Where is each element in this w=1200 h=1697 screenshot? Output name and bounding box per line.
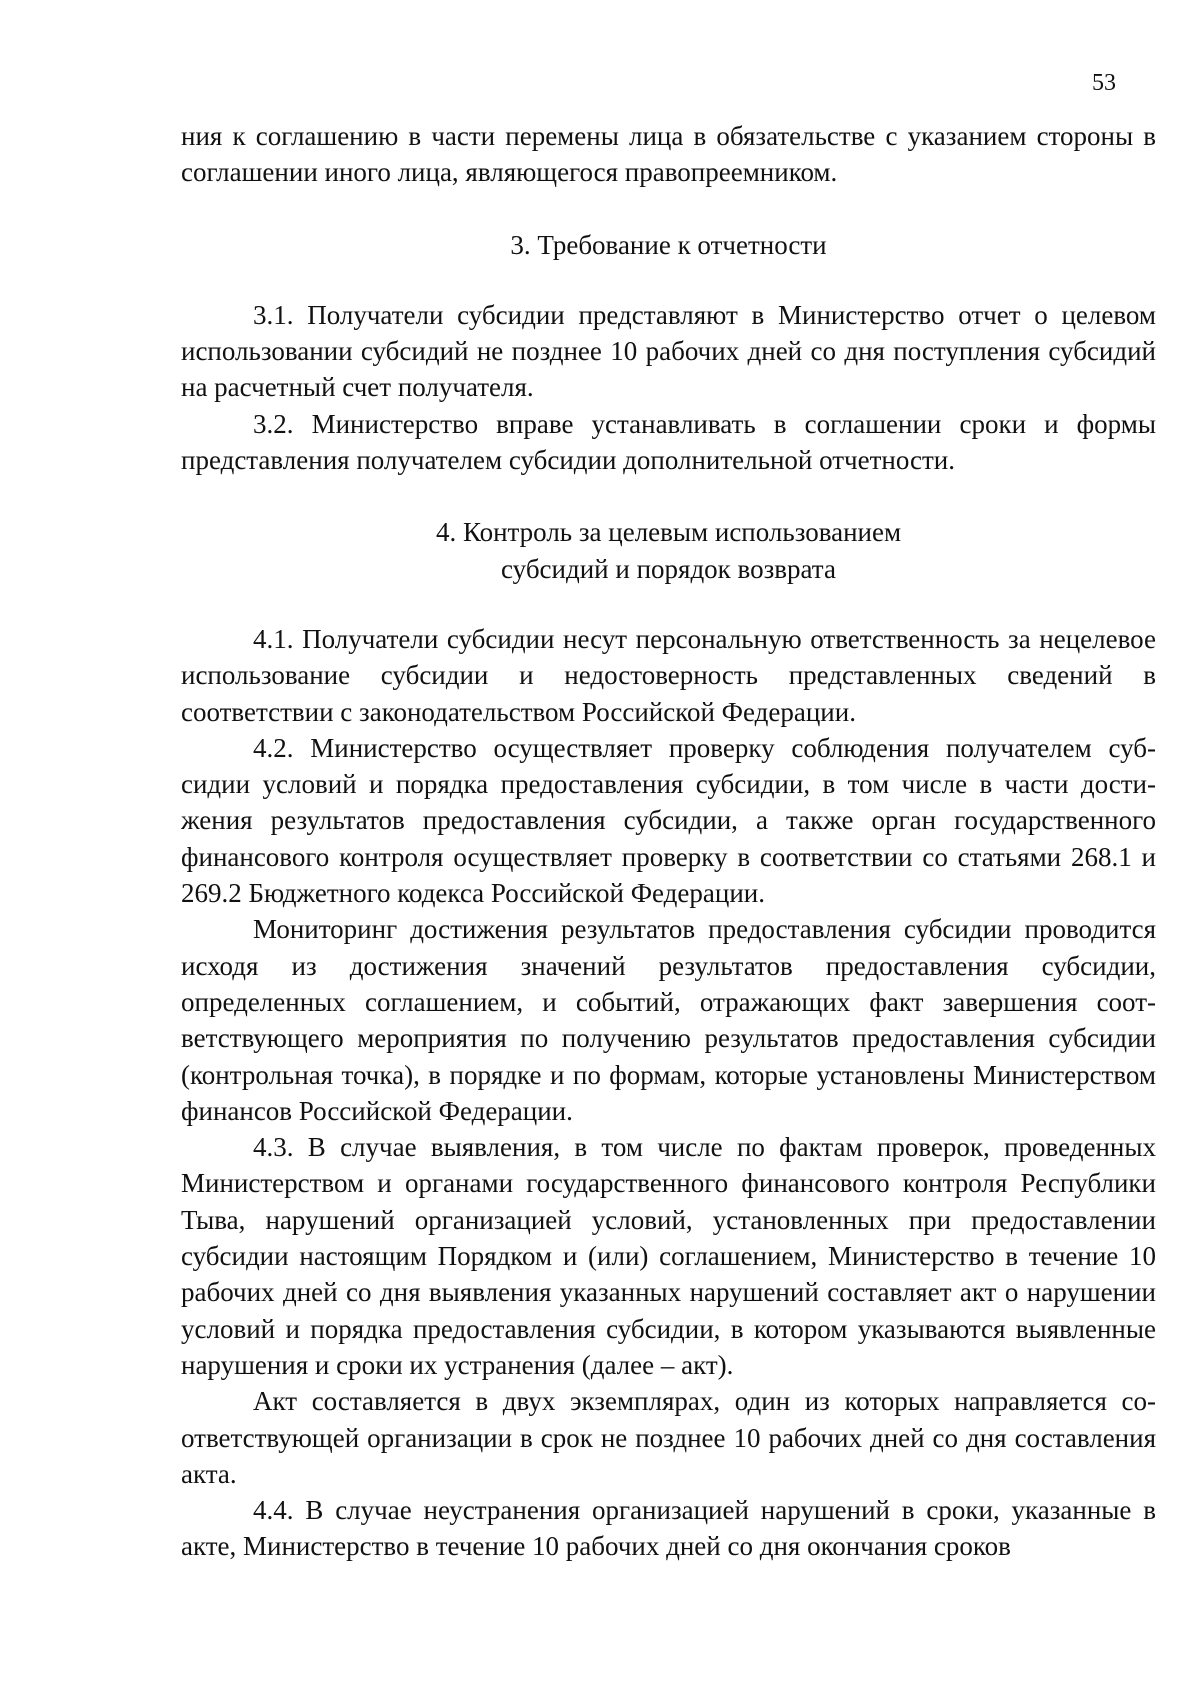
paragraph-4-1: 4.1. Получатели субсидии несут персональную ответственность за нецелевое использование субсидии и недостоверность представленных сведений в соответствии с законодательством Российской Федерации.	[181, 623, 1156, 727]
continuation-paragraph: ния к соглашению в части перемены лица в обязательстве с указанием стороны в соглашении иного лица, являющегося правопреемником.	[181, 121, 1156, 188]
section-3-heading: 3. Требование к отчетности	[510, 229, 827, 260]
document-body	[181, 118, 1156, 1565]
section-4-heading	[181, 514, 1156, 587]
paragraph-4-4: 4.4. В случае неустранения организацией нарушений в сроки, указанные в акте, Министерство в течение 10 рабочих дней со дня окончания сроков	[181, 1495, 1156, 1562]
paragraph-3-1: 3.1. Получатели субсидии представляют в Министерство отчет о целевом использовании субсидий не позднее 10 рабочих дней со дня поступления субсидий на расчетный счет получателя.	[181, 299, 1156, 403]
paragraph-4-2: 4.2. Министерство осуществляет проверку соблюдения получателем субсидии условий и порядка предоставления субсидии, в том числе в части достижения результатов предоставления субсидии, а также орган государственного финансового контроля осуществляет проверку в соответствии со статьями 268.1 и 269.2 Бюджетного кодекса Российской Федерации.	[181, 732, 1156, 909]
paragraph-monitoring: Мониторинг достижения результатов предоставления субсидии проводится исходя из достижения значений результатов предоставления субсидии, определенных соглашением, и событий, отражающих факт завершения соответствующего мероприятия по получению результатов предоставления субсидии (контрольная точка), в порядке и по формам, которые установлены Министерством финансов Российской Федерации.	[181, 914, 1156, 1126]
paragraph-4-3: 4.3. В случае выявления, в том числе по фактам проверок, проведенных Министерством и органами государственного финансового контроля Республики Тыва, нарушений организацией условий, установленных при предоставлении субсидии настоящим Порядком и (или) соглашением, Министерство в течение 10 рабочих дней со дня выявления указанных нарушений составляет акт о нарушении условий и порядка предоставления субсидии, в котором указываются выявленные нарушения и сроки их устранения (далее – акт).	[181, 1132, 1156, 1380]
paragraph-act: Акт составляется в двух экземплярах, один из которых направляется соответствующей организации в срок не позднее 10 рабочих дней со дня составления акта.	[181, 1386, 1156, 1489]
section-4-heading-line-1: 4. Контроль за целевым использованием	[435, 517, 902, 548]
section-4-heading-line-2: субсидий и порядок возврата	[501, 553, 836, 584]
page-number: 53	[1092, 70, 1116, 96]
paragraph-3-2: 3.2. Министерство вправе устанавливать в соглашении сроки и формы представления получателем субсидии дополнительной отчетности.	[181, 408, 1156, 476]
